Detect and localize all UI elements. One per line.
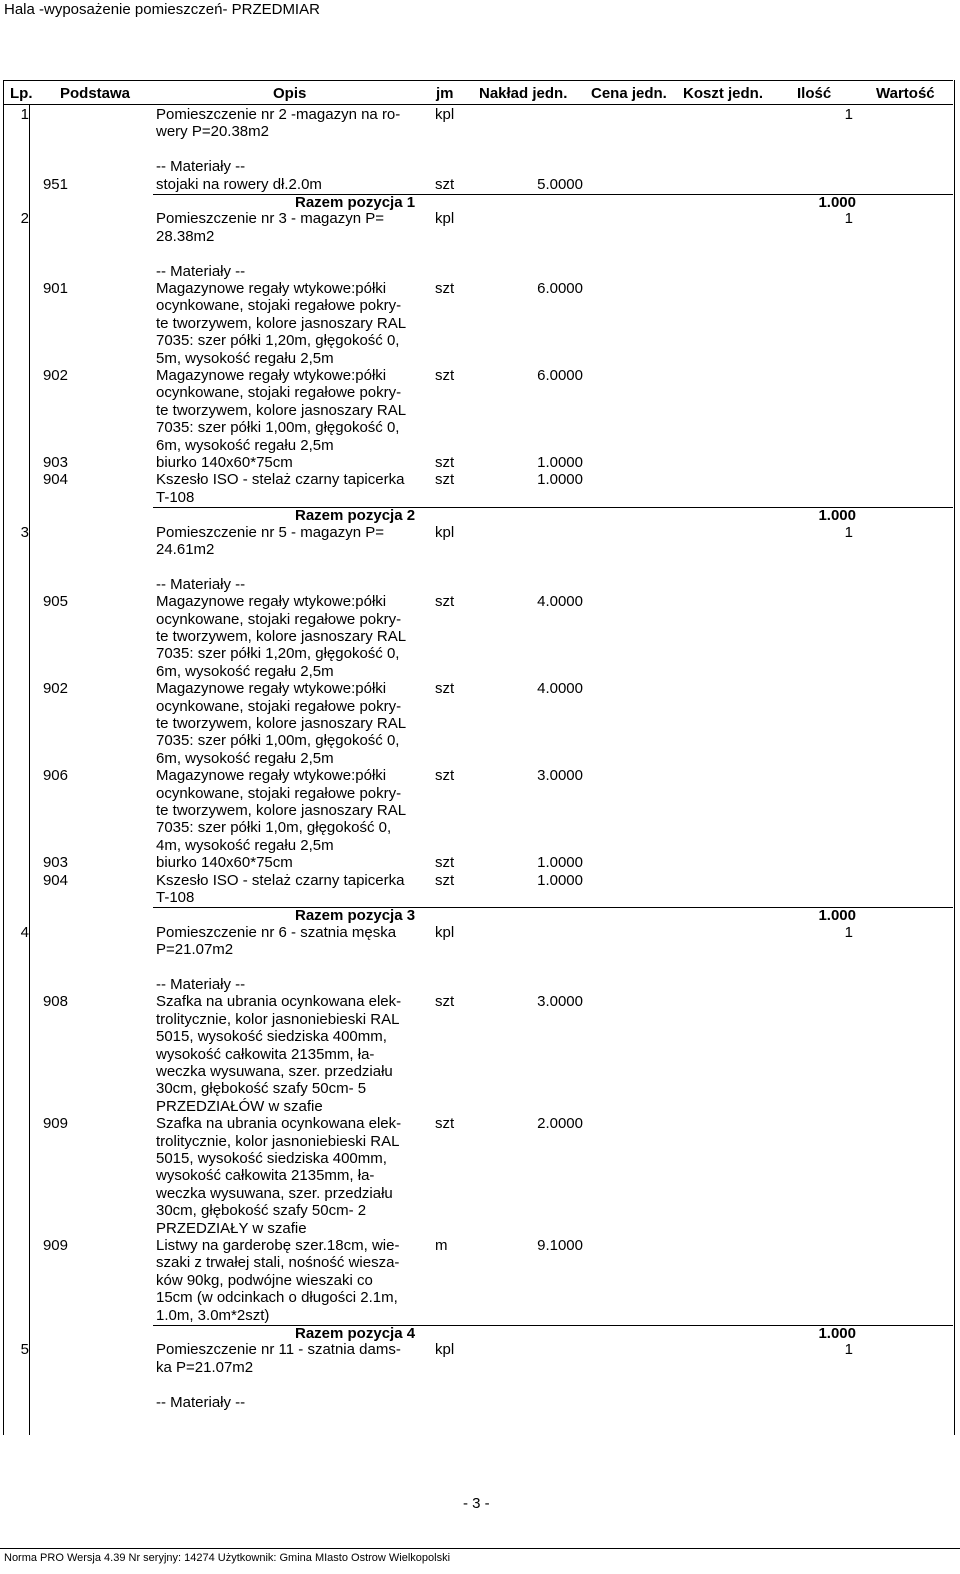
item-quantity: 9.1000 <box>537 1237 583 1254</box>
description-line: 5015, wysokość siedziska 400mm, <box>156 1028 387 1046</box>
item-jm: szt <box>435 471 455 489</box>
header-jm: jm <box>436 85 454 102</box>
description-line: te tworzywem, kolore jasnoszary RAL <box>156 314 407 332</box>
description-line: T-108 <box>156 888 195 906</box>
description-line: Szafka na ubrania ocynkowana elek- <box>156 993 402 1011</box>
materials-label: -- Materiały -- <box>156 1393 246 1411</box>
document-title: Hala -wyposażenie pomieszczeń- PRZEDMIAR <box>4 1 320 18</box>
description-line: 30cm, głębokość szafy 50cm- 2 <box>156 1202 367 1220</box>
item-jm: szt <box>435 767 455 785</box>
description-line: Pomieszczenie nr 3 - magazyn P= <box>156 210 385 228</box>
description-line: stojaki na rowery dł.2.0m <box>156 175 322 193</box>
item-code: 905 <box>42 593 68 611</box>
item-code: 908 <box>42 993 68 1011</box>
description-line: 30cm, głębokość szafy 50cm- 5 <box>156 1080 367 1098</box>
header-opis: Opis <box>273 85 307 102</box>
item-quantity: 4.0000 <box>537 680 583 698</box>
description-line: 6m, wysokość regału 2,5m <box>156 436 334 454</box>
description-line: P=21.07m2 <box>156 941 234 959</box>
description-line: wysokość całkowita 2135mm, ła- <box>156 1045 375 1063</box>
sum-label: Razem pozycja 4 <box>295 1325 416 1342</box>
description-line: T-108 <box>156 488 195 506</box>
position-jm: kpl <box>435 523 455 541</box>
sum-value: 1.000 <box>818 907 856 925</box>
item-quantity: 2.0000 <box>537 1115 583 1133</box>
item-quantity: 3.0000 <box>537 767 583 785</box>
item-jm: szt <box>435 593 455 611</box>
item-quantity: 4.0000 <box>537 593 583 611</box>
description-line: 5015, wysokość siedziska 400mm, <box>156 1149 387 1167</box>
description-line: te tworzywem, kolore jasnoszary RAL <box>156 401 407 419</box>
footer-divider <box>0 1548 960 1549</box>
description-line: ocynkowane, stojaki regałowe pokry- <box>156 297 402 315</box>
page-number: - 3 - <box>463 1495 490 1512</box>
description-line: szaki z trwałej stali, nośność wiesza- <box>156 1254 400 1272</box>
description-line: ocynkowane, stojaki regałowe pokry- <box>156 384 402 402</box>
item-jm: szt <box>435 280 455 297</box>
description-line: Pomieszczenie nr 2 -magazyn na ro- <box>156 106 401 123</box>
description-line: PRZEDZIAŁY w szafie <box>156 1219 307 1237</box>
sum-value: 1.000 <box>818 507 856 525</box>
item-quantity: 1.0000 <box>537 454 583 471</box>
item-jm: szt <box>435 367 455 384</box>
materials-label: -- Materiały -- <box>156 262 246 280</box>
item-code: 909 <box>42 1115 68 1133</box>
item-code: 904 <box>42 471 68 489</box>
description-line: Magazynowe regały wtykowe:półki <box>156 280 387 297</box>
item-jm: szt <box>435 175 455 193</box>
description-line: 6m, wysokość regału 2,5m <box>156 662 334 680</box>
materials-label: -- Materiały -- <box>156 976 246 993</box>
description-line: 7035: szer półki 1,20m, głęgokość 0, <box>156 645 400 663</box>
description-line: te tworzywem, kolore jasnoszary RAL <box>156 714 407 732</box>
description-line: te tworzywem, kolore jasnoszary RAL <box>156 627 407 645</box>
item-code: 904 <box>42 871 68 889</box>
position-jm: kpl <box>435 923 455 941</box>
item-quantity: 1.0000 <box>537 871 583 889</box>
item-code: 901 <box>42 280 68 297</box>
table-header <box>3 80 953 105</box>
description-line: ków 90kg, podwójne wieszaki co <box>156 1271 373 1289</box>
footer-text: Norma PRO Wersja 4.39 Nr seryjny: 14274 Użytkownik: Gmina MIasto Ostrow Wielkopolski <box>4 1552 451 1564</box>
description-line: Listwy na garderobę szer.18cm, wie- <box>156 1237 400 1254</box>
description-line: wery P=20.38m2 <box>156 123 269 141</box>
sum-label: Razem pozycja 2 <box>295 507 416 525</box>
lp-column-divider <box>29 105 30 1435</box>
position-lp: 3 <box>20 523 29 541</box>
sum-value: 1.000 <box>818 194 856 211</box>
header-wartosc: Wartość <box>876 85 935 102</box>
item-code: 906 <box>42 767 68 785</box>
position-jm: kpl <box>435 1341 455 1359</box>
description-line: Kszesło ISO - stelaż czarny tapicerka <box>156 871 405 889</box>
position-ilosc: 1 <box>844 210 853 228</box>
description-line: 24.61m2 <box>156 540 215 558</box>
position-lp: 4 <box>20 923 29 941</box>
sum-value: 1.000 <box>818 1325 856 1342</box>
item-code: 903 <box>42 454 68 471</box>
header-lp: Lp. <box>10 85 33 102</box>
description-line: biurko 140x60*75cm <box>156 454 293 471</box>
description-line: Magazynowe regały wtykowe:półki <box>156 680 387 698</box>
description-line: Magazynowe regały wtykowe:półki <box>156 767 387 785</box>
item-jm: szt <box>435 871 455 889</box>
position-jm: kpl <box>435 210 455 228</box>
item-jm: m <box>435 1237 448 1254</box>
description-line: weczka wysuwana, szer. przedziału <box>156 1062 393 1080</box>
materials-label: -- Materiały -- <box>156 158 246 176</box>
item-code: 902 <box>42 367 68 384</box>
item-quantity: 1.0000 <box>537 471 583 489</box>
header-podstawa: Podstawa <box>60 85 131 102</box>
description-line: Magazynowe regały wtykowe:półki <box>156 367 387 384</box>
item-code: 951 <box>42 175 68 193</box>
item-jm: szt <box>435 680 455 698</box>
description-line: ocynkowane, stojaki regałowe pokry- <box>156 784 402 802</box>
description-line: biurko 140x60*75cm <box>156 854 293 872</box>
description-line: 15cm (w odcinkach o długości 2.1m, <box>156 1289 398 1307</box>
position-jm: kpl <box>435 106 455 123</box>
item-jm: szt <box>435 1115 455 1133</box>
position-lp: 5 <box>20 1341 29 1359</box>
description-line: Szafka na ubrania ocynkowana elek- <box>156 1115 402 1133</box>
item-jm: szt <box>435 454 455 471</box>
item-quantity: 6.0000 <box>537 367 583 384</box>
description-line: weczka wysuwana, szer. przedziału <box>156 1184 393 1202</box>
description-line: Kszesło ISO - stelaż czarny tapicerka <box>156 471 405 489</box>
position-ilosc: 1 <box>844 106 853 123</box>
description-line: 4m, wysokość regału 2,5m <box>156 836 334 854</box>
description-line: 6m, wysokość regału 2,5m <box>156 749 334 767</box>
position-lp: 2 <box>20 210 29 228</box>
description-line: 7035: szer półki 1,20m, głęgokość 0, <box>156 332 400 350</box>
description-line: 7035: szer półki 1,0m, głęgokość 0, <box>156 819 392 837</box>
item-jm: szt <box>435 854 455 872</box>
materials-label: -- Materiały -- <box>156 575 246 593</box>
description-line: PRZEDZIAŁÓW w szafie <box>156 1097 323 1115</box>
table-frame <box>3 80 955 1435</box>
sum-label: Razem pozycja 1 <box>295 194 416 211</box>
description-line: 5m, wysokość regału 2,5m <box>156 349 334 367</box>
description-line: ocynkowane, stojaki regałowe pokry- <box>156 610 402 628</box>
description-line: ka P=21.07m2 <box>156 1358 254 1376</box>
position-lp: 1 <box>20 106 29 123</box>
item-jm: szt <box>435 993 455 1011</box>
description-line: 7035: szer półki 1,00m, głęgokość 0, <box>156 732 400 750</box>
description-line: Magazynowe regały wtykowe:półki <box>156 593 387 611</box>
position-ilosc: 1 <box>844 923 853 941</box>
item-code: 909 <box>42 1237 68 1254</box>
description-line: ocynkowane, stojaki regałowe pokry- <box>156 697 402 715</box>
description-line: Pomieszczenie nr 5 - magazyn P= <box>156 523 385 541</box>
description-line: trolitycznie, kolor jasnoniebieski RAL <box>156 1132 400 1150</box>
description-line: 28.38m2 <box>156 227 215 245</box>
description-line: trolitycznie, kolor jasnoniebieski RAL <box>156 1010 400 1028</box>
position-ilosc: 1 <box>844 1341 853 1359</box>
item-quantity: 1.0000 <box>537 854 583 872</box>
description-line: Pomieszczenie nr 11 - szatnia dams- <box>156 1341 401 1359</box>
header-koszt: Koszt jedn. <box>683 85 764 102</box>
item-quantity: 6.0000 <box>537 280 583 297</box>
description-line: 7035: szer półki 1,00m, głęgokość 0, <box>156 419 400 437</box>
description-line: wysokość całkowita 2135mm, ła- <box>156 1167 375 1185</box>
header-naklad: Nakład jedn. <box>479 85 568 102</box>
header-ilosc: Ilość <box>797 85 832 102</box>
position-ilosc: 1 <box>844 523 853 541</box>
description-line: Pomieszczenie nr 6 - szatnia męska <box>156 923 397 941</box>
sum-label: Razem pozycja 3 <box>295 907 416 925</box>
item-code: 903 <box>42 854 68 872</box>
header-cena: Cena jedn. <box>591 85 667 102</box>
item-code: 902 <box>42 680 68 698</box>
item-quantity: 3.0000 <box>537 993 583 1011</box>
item-quantity: 5.0000 <box>537 175 583 193</box>
description-line: te tworzywem, kolore jasnoszary RAL <box>156 801 407 819</box>
description-line: 1.0m, 3.0m*2szt) <box>156 1306 270 1324</box>
